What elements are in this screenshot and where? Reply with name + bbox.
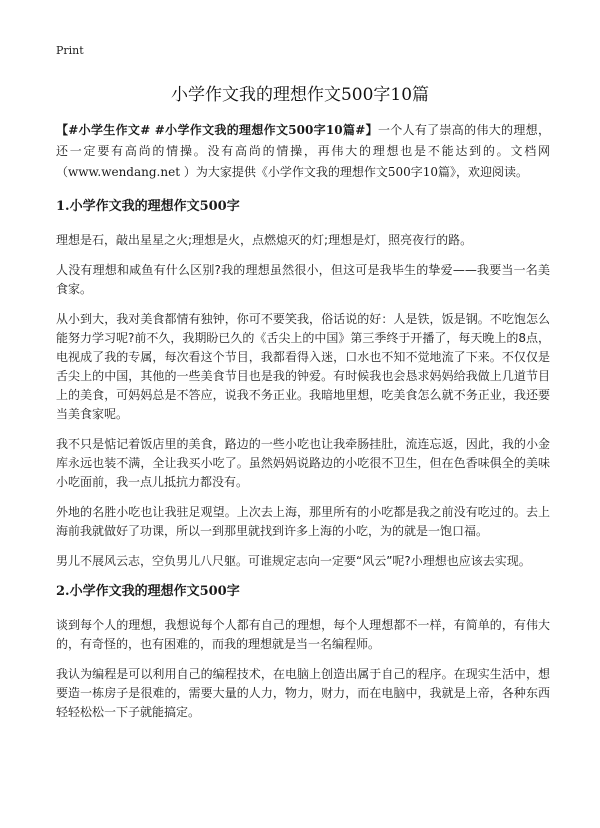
section-1-paragraph: 人没有理想和咸鱼有什么区别?我的理想虽然很小，但这可是我毕生的挚爱——我要当一名美食家。 bbox=[56, 263, 550, 296]
section-1-paragraph: 外地的名胜小吃也让我驻足观望。上次去上海，那里所有的小吃都是我之前没有吃过的。去上海前我就做好了功课，所以一到那里就找到许多上海的小吃，为的就是一饱口福。 bbox=[56, 505, 550, 538]
section-1-heading: 1.小学作文我的理想作文500字 bbox=[56, 199, 240, 214]
intro-tag: 【#小学生作文# #小学作文我的理想作文500字10篇#】 bbox=[56, 123, 378, 137]
section-1-paragraph: 理想是石，敲出星星之火;理想是火，点燃熄灭的灯;理想是灯，照亮夜行的路。 bbox=[56, 233, 473, 247]
document-content bbox=[56, 120, 550, 733]
section-2-paragraph: 谈到每个人的理想，我想说每个人都有自己的理想，每个人理想都不一样，有简单的，有伟大的，有奇怪的，也有困难的，而我的理想就是当一名编程师。 bbox=[56, 618, 550, 651]
document-title: 小学作文我的理想作文500字10篇 bbox=[170, 85, 430, 105]
section-1-paragraph: 男儿不展风云志，空负男儿八尺躯。可谁规定志向一定要“风云”呢?小理想也应该去实现。 bbox=[56, 554, 531, 568]
intro-paragraph bbox=[56, 120, 550, 183]
section-1-paragraph: 从小到大，我对美食都情有独钟，你可不要笑我，俗话说的好：人是铁，饭是钢。不吃饱怎么能努力学习呢?前不久，我期盼已久的《舌尖上的中国》第三季终于开播了，每天晚上的8点，电视成了我的专属，每次看这个节目，我都看得入迷，口水也不知不觉地流了下来。不仅仅是舌尖上的中国，其他的一些美食节目也是我的钟爱。有时候我也会恳求妈妈给我做上几道节目上的美食，可妈妈总是不答应，说我不务正业。我暗地里想，吃美食怎么就不务正业，我还要当美食家呢。 bbox=[56, 312, 551, 421]
section-2-paragraph: 我认为编程是可以利用自己的编程技术，在电脑上创造出属于自己的程序。在现实生活中，想要造一栋房子是很难的，需要大量的人力，物力，财力，而在电脑中，我就是上帝，各种东西轻轻松松一下子就能搞定。 bbox=[56, 667, 550, 719]
print-label: Print bbox=[56, 44, 84, 57]
intro-text: 一个人有了崇高的伟大的理想，还一定要有高尚的情操。没有高尚的情操，再伟大的理想也是不能达到的。文档网（www.wendang.net ）为大家提供《小学作文我的理想作文500字10篇》，欢迎阅读。 bbox=[56, 123, 550, 179]
section-2-heading: 2.小学作文我的理想作文500字 bbox=[56, 584, 240, 599]
section-1-paragraph: 我不只是惦记着饭店里的美食，路边的一些小吃也让我牵肠挂肚，流连忘返，因此，我的小金库永远也装不满，全让我买小吃了。虽然妈妈说路边的小吃很不卫生，但在色香味俱全的美味小吃面前，我一点儿抵抗力都没有。 bbox=[56, 437, 550, 489]
